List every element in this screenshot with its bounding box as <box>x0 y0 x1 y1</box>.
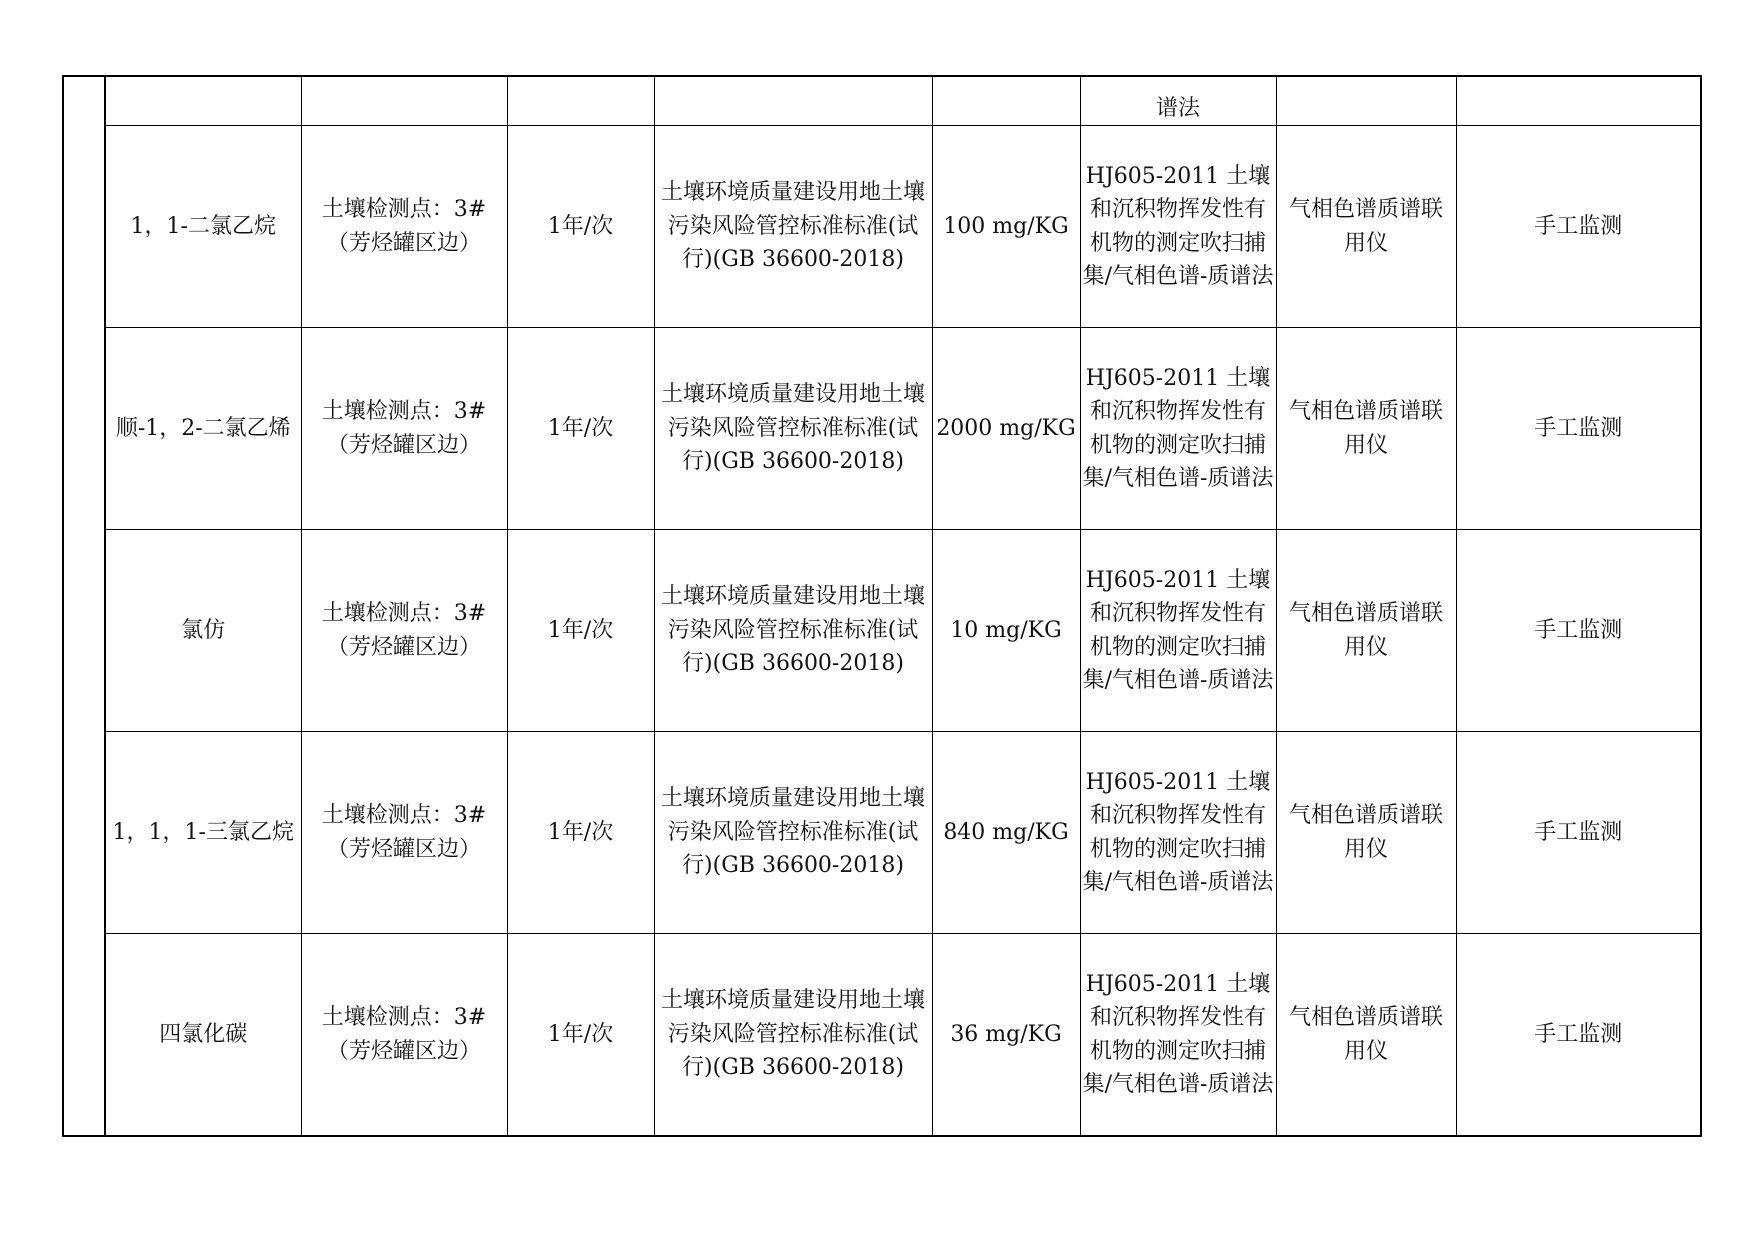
mode-cell <box>1456 76 1701 126</box>
instrument-cell: 气相色谱质谱联用仪 <box>1276 732 1456 934</box>
monitoring-point-cell: 土壤检测点：3#（芳烃罐区边） <box>301 732 507 934</box>
soil-monitoring-table <box>62 75 1702 1137</box>
frequency-cell: 1年/次 <box>507 328 654 530</box>
pollutant-cell <box>105 76 301 126</box>
standard-cell: 土壤环境质量建设用地土壤污染风险管控标准标准(试行)(GB 36600-2018) <box>654 530 932 732</box>
table-row <box>63 934 1701 1137</box>
mode-cell: 手工监测 <box>1456 328 1701 530</box>
pollutant-cell: 1，1-二氯乙烷 <box>105 126 301 328</box>
frequency-cell: 1年/次 <box>507 934 654 1137</box>
instrument-cell: 气相色谱质谱联用仪 <box>1276 934 1456 1137</box>
frequency-cell: 1年/次 <box>507 732 654 934</box>
standard-cell <box>654 76 932 126</box>
standard-cell: 土壤环境质量建设用地土壤污染风险管控标准标准(试行)(GB 36600-2018) <box>654 328 932 530</box>
limit-cell: 100 mg/KG <box>932 126 1080 328</box>
method-cell: HJ605-2011 土壤和沉积物挥发性有机物的测定吹扫捕集/气相色谱-质谱法 <box>1080 328 1276 530</box>
monitoring-point-cell <box>301 76 507 126</box>
limit-cell <box>932 76 1080 126</box>
mode-cell: 手工监测 <box>1456 530 1701 732</box>
method-cell: HJ605-2011 土壤和沉积物挥发性有机物的测定吹扫捕集/气相色谱-质谱法 <box>1080 530 1276 732</box>
method-cell: HJ605-2011 土壤和沉积物挥发性有机物的测定吹扫捕集/气相色谱-质谱法 <box>1080 934 1276 1137</box>
merged-category-cell <box>63 76 105 1136</box>
pollutant-cell: 氯仿 <box>105 530 301 732</box>
mode-cell: 手工监测 <box>1456 732 1701 934</box>
instrument-cell: 气相色谱质谱联用仪 <box>1276 328 1456 530</box>
method-tail-text: 谱法 <box>1155 95 1200 121</box>
instrument-cell: 气相色谱质谱联用仪 <box>1276 530 1456 732</box>
table-row <box>63 732 1701 934</box>
pollutant-cell: 四氯化碳 <box>105 934 301 1137</box>
limit-cell: 2000 mg/KG <box>932 328 1080 530</box>
frequency-cell: 1年/次 <box>507 126 654 328</box>
limit-cell: 840 mg/KG <box>932 732 1080 934</box>
pollutant-cell: 顺-1，2-二氯乙烯 <box>105 328 301 530</box>
monitoring-point-cell: 土壤检测点：3#（芳烃罐区边） <box>301 934 507 1137</box>
method-cell: HJ605-2011 土壤和沉积物挥发性有机物的测定吹扫捕集/气相色谱-质谱法 <box>1080 732 1276 934</box>
standard-cell: 土壤环境质量建设用地土壤污染风险管控标准标准(试行)(GB 36600-2018) <box>654 732 932 934</box>
mode-cell: 手工监测 <box>1456 126 1701 328</box>
frequency-cell: 1年/次 <box>507 530 654 732</box>
table-row-continuation <box>63 76 1701 126</box>
pollutant-cell: 1，1，1-三氯乙烷 <box>105 732 301 934</box>
method-cell <box>1080 76 1276 126</box>
limit-cell: 10 mg/KG <box>932 530 1080 732</box>
monitoring-point-cell: 土壤检测点：3#（芳烃罐区边） <box>301 126 507 328</box>
instrument-cell: 气相色谱质谱联用仪 <box>1276 126 1456 328</box>
mode-cell: 手工监测 <box>1456 934 1701 1137</box>
monitoring-point-cell: 土壤检测点：3#（芳烃罐区边） <box>301 530 507 732</box>
limit-cell: 36 mg/KG <box>932 934 1080 1137</box>
table-row <box>63 530 1701 732</box>
method-cell: HJ605-2011 土壤和沉积物挥发性有机物的测定吹扫捕集/气相色谱-质谱法 <box>1080 126 1276 328</box>
standard-cell: 土壤环境质量建设用地土壤污染风险管控标准标准(试行)(GB 36600-2018) <box>654 934 932 1137</box>
standard-cell: 土壤环境质量建设用地土壤污染风险管控标准标准(试行)(GB 36600-2018) <box>654 126 932 328</box>
monitoring-point-cell: 土壤检测点：3#（芳烃罐区边） <box>301 328 507 530</box>
frequency-cell <box>507 76 654 126</box>
table-row <box>63 126 1701 328</box>
instrument-cell <box>1276 76 1456 126</box>
table-row <box>63 328 1701 530</box>
